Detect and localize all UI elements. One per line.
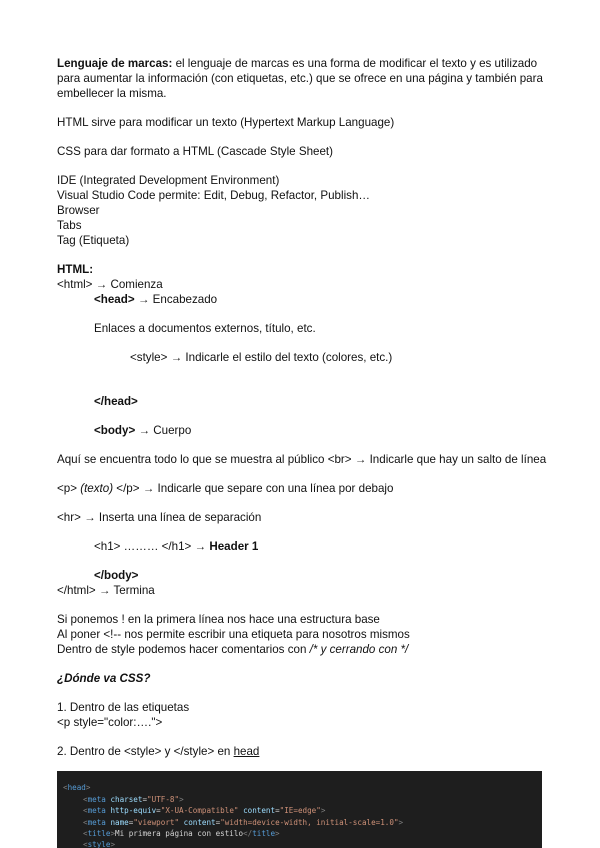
head-tag: <head>	[94, 293, 135, 306]
p-open: <p>	[57, 482, 81, 495]
code-line: <title>Mi primera página con estilo</title>	[83, 829, 280, 839]
note-line: Si ponemos ! en la primera línea nos hace una estructura base	[57, 613, 380, 626]
code-line: <head>	[63, 783, 91, 793]
document-body	[57, 56, 547, 759]
code-tag: style	[87, 840, 111, 848]
term-item: Tag (Etiqueta)	[57, 234, 130, 247]
intro-text: el lenguaje de marcas es una forma de modificar el texto y es utilizado para aumentar la información (con etiquetas, etc.) que se ofrece en una página y también para embellecer la misma.	[57, 57, 543, 100]
code-screenshot	[57, 771, 542, 848]
term-item: Browser	[57, 204, 100, 217]
body-desc: → Cuerpo	[135, 424, 192, 437]
intro-term: Lenguaje de marcas:	[57, 57, 173, 70]
head-desc: → Encabezado	[134, 293, 218, 306]
code-tag: meta	[87, 817, 106, 827]
css-item-1-example: <p style="color:….">	[57, 716, 163, 729]
code-tag: head	[67, 783, 86, 793]
head-close-line	[57, 394, 547, 409]
code-value: "X-UA-Compatible"	[160, 806, 239, 816]
p-rest: </p> → Indicarle que separe con una línea por debajo	[113, 482, 394, 495]
code-value: "width=device-width, initial-scale=1.0"	[220, 817, 399, 827]
public-text: Aquí se encuentra todo lo que se muestra al público <br> → Indicarle que hay un salto de línea	[57, 453, 547, 466]
h1-text: <h1> ……… </h1> →	[94, 540, 210, 553]
head-links-line: Enlaces a documentos externos, título, etc.	[94, 322, 316, 335]
term-item: IDE (Integrated Development Environment)	[57, 174, 280, 187]
code-value: "UTF-8"	[147, 794, 180, 804]
css-item-1-text: 1. Dentro de las etiquetas	[57, 701, 190, 714]
term-item: Tabs	[57, 219, 82, 232]
code-line: <meta charset="UTF-8">	[83, 794, 184, 804]
html-heading-text: HTML:	[57, 263, 94, 276]
body-close-line	[57, 568, 547, 583]
notes-block	[57, 612, 547, 657]
html-open-line: <html> → Comienza	[57, 278, 163, 291]
head-close-tag: </head>	[94, 395, 138, 408]
code-line: <meta name="viewport" content="width=device-width, initial-scale=1.0">	[83, 817, 404, 827]
h1-line	[57, 539, 547, 554]
css-definition: CSS para dar formato a HTML (Cascade Style Sheet)	[57, 145, 334, 158]
body-tag: <body>	[94, 424, 136, 437]
terms-list	[57, 173, 547, 248]
code-tag: title	[252, 829, 276, 839]
head-line	[57, 292, 547, 307]
html-heading	[57, 262, 547, 277]
css-item-2-text: 2. Dentro de <style> y </style> en	[57, 745, 234, 758]
code-tag: meta	[87, 806, 106, 816]
h1-bold: Header 1	[209, 540, 259, 553]
code-text: Mi primera página con estilo	[115, 829, 244, 839]
intro-paragraph	[57, 56, 547, 101]
html-definition: HTML sirve para modificar un texto (Hypertext Markup Language)	[57, 116, 395, 129]
hr-line: <hr> → Inserta una línea de separación	[57, 511, 262, 524]
code-attr: http-equiv	[110, 806, 157, 816]
note-line: Al poner <!-- nos permite escribir una etiqueta para nosotros mismos	[57, 628, 410, 641]
body-close-tag: </body>	[94, 569, 139, 582]
code-tag: meta	[87, 794, 106, 804]
code-attr: content	[183, 817, 216, 827]
note-line	[57, 642, 547, 657]
term-item: Visual Studio Code permite: Edit, Debug, Refactor, Publish…	[57, 189, 370, 202]
p-tag-line	[57, 481, 547, 496]
code-attr: name	[110, 817, 129, 827]
css-heading-text: ¿Dónde va CSS?	[57, 672, 151, 685]
style-line: <style> → Indicarle el estilo del texto (colores, etc.)	[130, 351, 393, 364]
note-plain: Dentro de style podemos hacer comentarios con	[57, 643, 310, 656]
code-line: <meta http-equiv="X-UA-Compatible" content="IE=edge">	[83, 806, 326, 816]
css-item-2-link: head	[233, 745, 260, 758]
code-tag: title	[87, 829, 111, 839]
code-attr: content	[243, 806, 276, 816]
code-line: <style>	[83, 840, 116, 848]
html-close-line: </html> → Termina	[57, 584, 155, 597]
code-attr: charset	[110, 794, 143, 804]
p-texto: (texto)	[80, 482, 114, 495]
css-item-2	[57, 744, 547, 759]
code-value: "IE=edge"	[279, 806, 321, 816]
css-heading	[57, 671, 547, 686]
note-italic: /* y cerrando con */	[309, 643, 409, 656]
body-line	[57, 423, 547, 438]
css-item-1	[57, 700, 547, 730]
html-section	[57, 262, 547, 598]
code-value: "viewport"	[133, 817, 180, 827]
